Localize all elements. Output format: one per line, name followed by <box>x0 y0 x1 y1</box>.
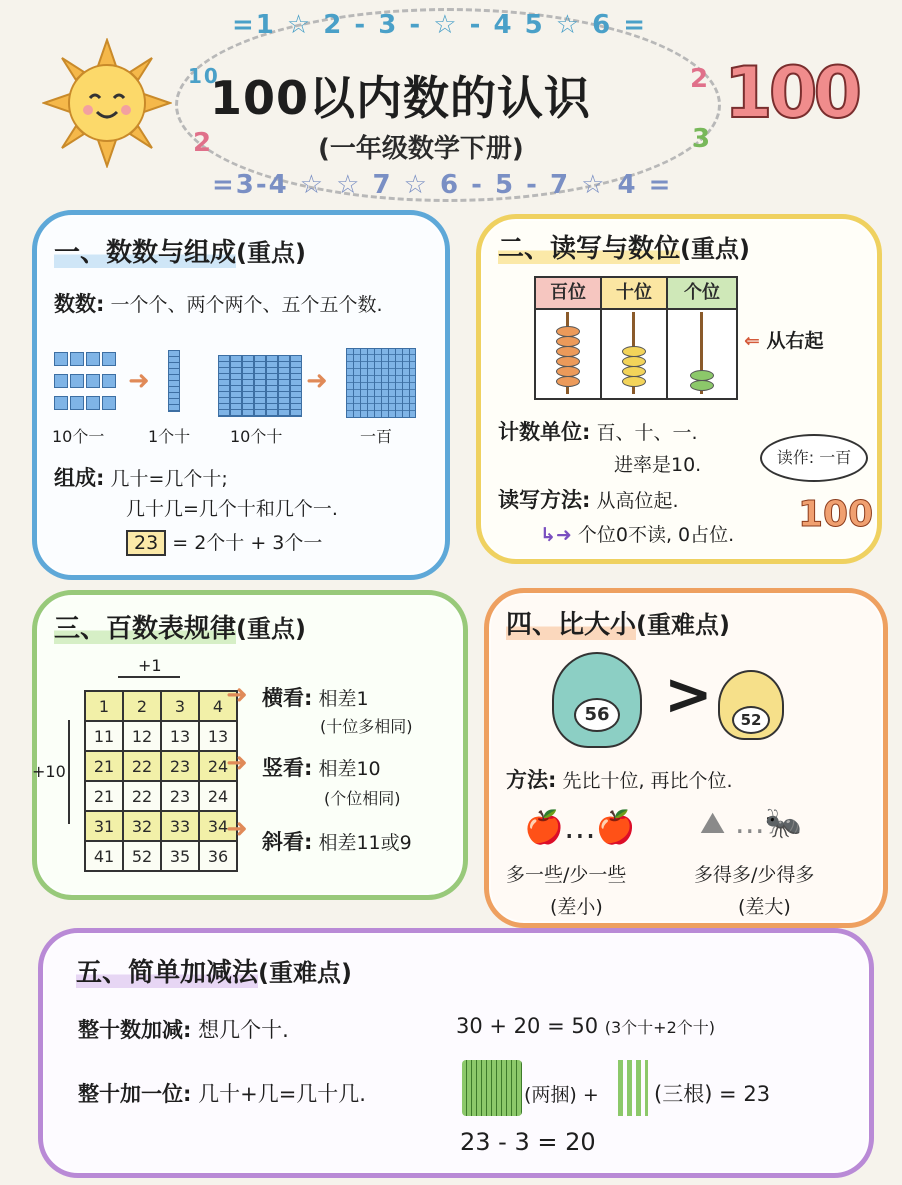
sticks-icon <box>618 1060 648 1116</box>
plus10-arrow <box>68 720 70 824</box>
line1-row <box>78 1014 289 1044</box>
grid-cell: 2 <box>123 691 161 721</box>
grid-cell: 33 <box>161 811 199 841</box>
grid-cell: 21 <box>85 781 123 811</box>
line2-label: 整十加一位: <box>78 1082 192 1106</box>
grid-cell: 32 <box>123 811 161 841</box>
carry-text: 进率是10. <box>614 454 702 476</box>
section4-heading <box>506 604 730 641</box>
method-row <box>506 764 733 794</box>
compose-example <box>126 528 322 556</box>
rule3-row <box>262 826 412 856</box>
left-caption2: (差小) <box>550 896 603 918</box>
greater-than-symbol: > <box>664 660 713 728</box>
line3-equation: 23 - 3 = 20 <box>460 1128 596 1156</box>
section4-title: 四、比大小 <box>506 610 637 640</box>
plus1-label: +1 <box>138 656 162 675</box>
line2-text: 几十+几=几十几. <box>198 1082 366 1106</box>
grid-cell: 36 <box>199 841 237 871</box>
grid-cell: 24 <box>199 781 237 811</box>
grid-cell: 21 <box>85 751 123 781</box>
mountain-icon: ⛰ …🐜 <box>700 806 803 841</box>
section3-title: 三、百数表规律 <box>54 614 237 644</box>
section1-heading <box>54 232 306 269</box>
method-text: 先比十位, 再比个位. <box>562 770 733 792</box>
line1-equation: 30 + 20 = 50 <box>456 1014 599 1038</box>
line1-text: 想几个十. <box>198 1018 289 1042</box>
example-number: 23 <box>126 530 166 556</box>
place-hundreds: 百位 <box>536 278 602 308</box>
plus1-arrow <box>118 676 180 678</box>
grid-cell: 23 <box>161 751 199 781</box>
from-right-text: 从右起 <box>766 330 824 352</box>
rule3-label: 斜看: <box>262 830 313 854</box>
arrow-right-icon: ➜ <box>226 680 248 710</box>
rule2-text: 相差10 <box>318 758 381 780</box>
arrow-right-icon: ➜ <box>226 814 248 844</box>
rw-label: 读写方法: <box>498 488 591 512</box>
arrow-left-icon: ⇐ <box>744 330 760 352</box>
grid-cell: 31 <box>85 811 123 841</box>
section5-title: 五、简单加减法 <box>76 958 259 988</box>
rule1-note: (十位多相同) <box>320 717 413 736</box>
ten-rod <box>168 350 180 412</box>
bottom-number-row: =3-4 ☆ ☆ 7 ☆ 6 - 5 - 7 ☆ 4 = <box>212 170 673 200</box>
grid-cell: 12 <box>123 721 161 751</box>
grid-cell: 13 <box>199 721 237 751</box>
arrow-right-icon: ➜ <box>226 748 248 778</box>
line1-equation-row <box>456 1014 715 1038</box>
left-caption: 多一些/少一些 <box>506 864 627 886</box>
rw-row <box>498 484 679 514</box>
top-number-row: =1 ☆ 2 - 3 - ☆ - 4 5 ☆ 6 = <box>232 10 648 40</box>
compose-line1: 几十=几个十; <box>110 468 228 490</box>
grid-cell: 35 <box>161 841 199 871</box>
line1-label: 整十数加减: <box>78 1018 192 1042</box>
section2-tag: (重点) <box>680 235 750 263</box>
section1-tag: (重点) <box>236 239 306 267</box>
left-value-badge: 56 <box>574 698 620 732</box>
method-label: 方法: <box>506 768 557 792</box>
section2-title: 二、读写与数位 <box>498 234 681 264</box>
apple-icon: 🍎…🍎 <box>524 808 636 846</box>
hook-arrow-icon: ↳➜ <box>540 524 572 546</box>
from-right-note <box>744 326 824 353</box>
section2-heading <box>498 228 750 265</box>
plus10-label: +10 <box>32 762 66 781</box>
rule1-row <box>262 682 369 712</box>
grid-cell: 22 <box>123 751 161 781</box>
sun-icon <box>42 38 172 168</box>
arrow-right-icon: ➜ <box>306 366 328 396</box>
grid-cell: 4 <box>199 691 237 721</box>
grid-cell: 52 <box>123 841 161 871</box>
left-number-bottom: 2 <box>193 128 214 158</box>
arrow-right-icon: ➜ <box>128 366 150 396</box>
rule1-label: 横看: <box>262 686 313 710</box>
hundred-flat <box>346 348 416 418</box>
unit-label: 计数单位: <box>498 420 591 444</box>
line1-note: (3个十+2个十) <box>604 1018 716 1037</box>
page-subtitle: (一年级数学下册) <box>318 134 524 164</box>
count-text: 一个个、两个两个、五个五个数. <box>110 294 383 316</box>
zero-text: 个位0不读, 0占位. <box>577 524 735 546</box>
grid-cell: 23 <box>161 781 199 811</box>
section4-tag: (重难点) <box>636 611 730 639</box>
section3-heading <box>54 608 306 645</box>
compose-line2: 几十几=几个十和几个一. <box>126 498 338 520</box>
section5-heading <box>76 952 352 989</box>
left-number-top: 10 <box>188 64 220 88</box>
grid-cell: 34 <box>199 811 237 841</box>
rw-text: 从高位起. <box>596 490 679 512</box>
rule1-text: 相差1 <box>318 688 369 710</box>
count-row <box>54 288 383 318</box>
place-tens: 十位 <box>602 278 668 308</box>
rule3-text: 相差11或9 <box>318 832 412 854</box>
section3-tag: (重点) <box>236 615 306 643</box>
hundred-chart <box>84 690 238 872</box>
grid-cell: 41 <box>85 841 123 871</box>
line2-row <box>78 1078 366 1108</box>
count-label: 数数: <box>54 292 105 316</box>
grid-cell: 11 <box>85 721 123 751</box>
example-text: = 2个十 + 3个一 <box>172 532 323 554</box>
block-label-ten: 1个十 <box>148 427 191 446</box>
right-number-top: 2 <box>690 64 711 94</box>
unit-text: 百、十、一. <box>596 422 698 444</box>
right-number-bottom: 3 <box>692 124 713 154</box>
right-caption: 多得多/少得多 <box>694 864 815 886</box>
big-100: 100 <box>798 494 874 535</box>
grid-cell: 13 <box>161 721 199 751</box>
line2-sticks: (三根) = 23 <box>654 1082 771 1106</box>
block-label-hundred: 一百 <box>360 427 393 446</box>
rule2-label: 竖看: <box>262 756 313 780</box>
grid-cell: 24 <box>199 751 237 781</box>
stick-bundles-icon <box>462 1060 522 1116</box>
right-caption2: (差大) <box>738 896 791 918</box>
rule2-row <box>262 752 381 782</box>
compose-label: 组成: <box>54 466 105 490</box>
place-ones: 个位 <box>668 278 736 308</box>
read-bubble: 读作: 一百 <box>760 434 868 482</box>
grid-cell: 1 <box>85 691 123 721</box>
section5-tag: (重难点) <box>258 959 352 987</box>
unit-row <box>498 416 698 446</box>
rule2-note: (个位相同) <box>324 789 401 808</box>
zero-row <box>540 520 734 547</box>
grid-cell: 3 <box>161 691 199 721</box>
section1-title: 一、数数与组成 <box>54 238 237 268</box>
mascot-100: 100 <box>724 52 859 134</box>
block-label-ones: 10个一 <box>52 427 105 446</box>
block-label-tens: 10个十 <box>230 427 283 446</box>
page-title: 100以内数的认识 <box>210 71 592 125</box>
compose-row-1 <box>54 462 228 492</box>
line2-bundles: (两捆) + <box>524 1084 599 1106</box>
grid-cell: 22 <box>123 781 161 811</box>
right-value-badge: 52 <box>732 706 770 734</box>
